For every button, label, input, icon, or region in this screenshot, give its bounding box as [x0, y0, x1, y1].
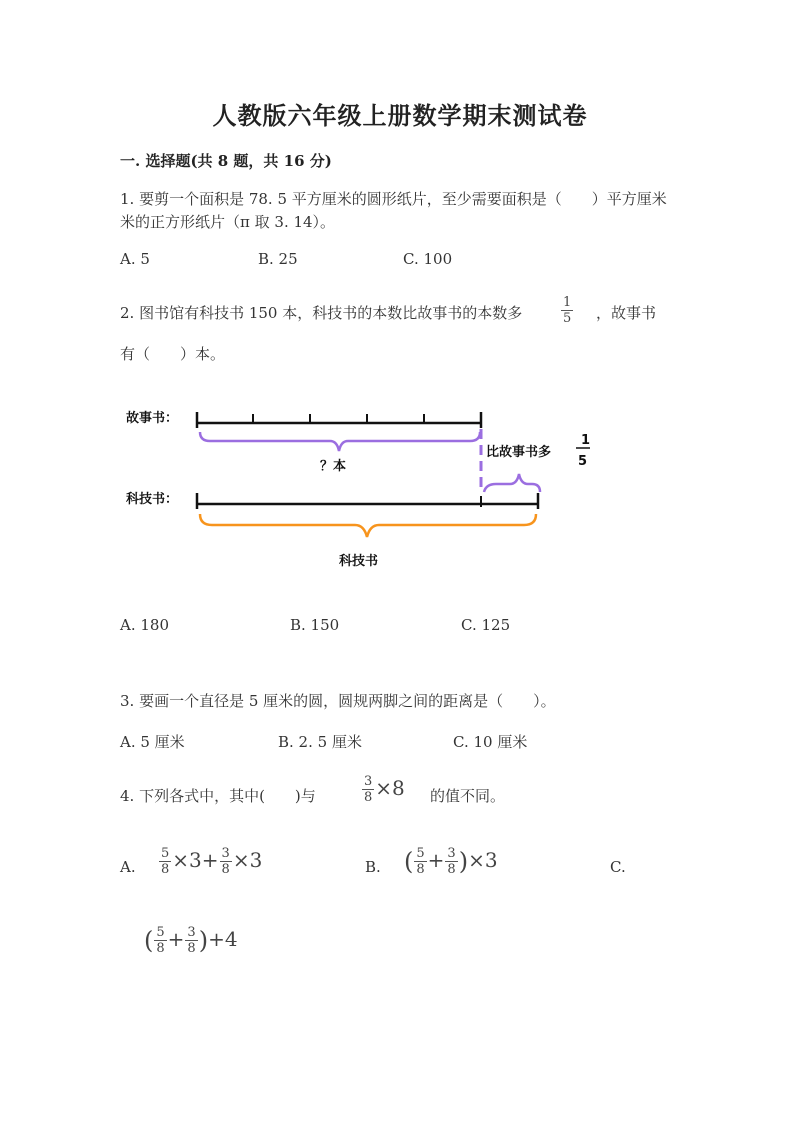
q4-expr-tail: ×8 [375, 776, 405, 800]
diagram-tech-brace-label: 科技书 [339, 554, 379, 569]
q4b-n2: 3 [447, 846, 456, 861]
tech-brace [200, 514, 536, 537]
q2-frac-num: 1 [563, 295, 572, 310]
q4b-n1: 5 [416, 846, 425, 861]
q4c-d1: 8 [156, 941, 165, 956]
q4b-plus: + [427, 848, 445, 872]
page-title: 人教版六年级上册数学期末测试卷 [212, 101, 588, 130]
diagram-story-label: 故事书： [126, 411, 179, 426]
diagram-more-frac-num: 1 [581, 433, 591, 448]
q3-option-b[interactable]: B. 2. 5 厘米 [278, 733, 362, 751]
q4a-d2: 8 [221, 862, 230, 877]
q3-text: 3. 要画一个直径是 5 厘米的圆，圆规两脚之间的距离是（ ）。 [120, 692, 556, 710]
q4-expr-den: 8 [364, 790, 373, 805]
q4c-n1: 5 [156, 925, 165, 940]
q4b-tail: ×3 [468, 848, 498, 872]
q4a-n2: 3 [221, 846, 230, 861]
q4c-tail: +4 [208, 927, 238, 951]
q4-option-b-expr[interactable] [404, 847, 498, 876]
q2-option-b[interactable]: B. 150 [290, 616, 340, 634]
q3-option-c[interactable]: C. 10 厘米 [453, 733, 528, 751]
q2-frac-den: 5 [563, 311, 572, 326]
q2-line2: 有（ ）本。 [120, 345, 226, 363]
q4-expr-num: 3 [364, 774, 373, 789]
q1-option-a[interactable]: A. 5 [120, 250, 150, 268]
q4-option-c-label[interactable]: C. [610, 858, 626, 876]
q4c-close: ) [198, 926, 209, 955]
q1-option-b[interactable]: B. 25 [258, 250, 298, 268]
q4a-mid: ×3+ [172, 848, 219, 872]
q2-option-a[interactable]: A. 180 [120, 616, 169, 634]
q1-option-c[interactable]: C. 100 [403, 250, 453, 268]
q2-fraction [560, 296, 574, 325]
q4b-d1: 8 [416, 862, 425, 877]
q4c-open: ( [144, 926, 154, 955]
q4b-d2: 8 [447, 862, 456, 877]
q4a-d1: 8 [161, 862, 170, 877]
q4c-n2: 3 [187, 925, 196, 940]
q4-pre: 4. 下列各式中，其中( )与 [120, 787, 316, 805]
diagram-more-label: 比故事书多 [486, 445, 552, 460]
q4c-d2: 8 [187, 941, 196, 956]
story-brace [200, 432, 480, 451]
q4-option-c-expr[interactable] [144, 926, 238, 955]
diagram-tech-label: 科技书： [126, 492, 179, 507]
q2-line1: 2. 图书馆有科技书 150 本，科技书的本数比故事书的本数多 [120, 304, 523, 322]
diagram-more-frac-den: 5 [578, 454, 588, 469]
q4b-close: ) [458, 847, 469, 876]
q2-option-c[interactable]: C. 125 [461, 616, 511, 634]
q1-line1: 1. 要剪一个面积是 78. 5 平方厘米的圆形纸片，至少需要面积是（ ）平方厘米 [120, 190, 667, 208]
q4a-n1: 5 [161, 846, 170, 861]
segment-diagram [120, 395, 620, 580]
q4-post: 的值不同。 [430, 787, 506, 805]
q4-option-b-label[interactable]: B. [365, 858, 381, 876]
q1-line2: 米的正方形纸片（π 取 3. 14）。 [120, 213, 336, 231]
q4a-tail: ×3 [232, 848, 263, 872]
q4-option-a-expr[interactable] [158, 847, 262, 876]
section-heading: 一. 选择题(共 8 题，共 16 分) [120, 152, 332, 170]
diagram-question-label: ？本 [320, 459, 347, 474]
q3-option-a[interactable]: A. 5 厘米 [120, 733, 185, 751]
extra-brace [484, 474, 540, 492]
q2-line1-tail: ，故事书 [596, 304, 657, 322]
q4b-open: ( [404, 847, 414, 876]
q4c-plus: + [167, 927, 185, 951]
q4-expression [361, 775, 405, 804]
q4-option-a-label[interactable]: A. [120, 858, 136, 876]
